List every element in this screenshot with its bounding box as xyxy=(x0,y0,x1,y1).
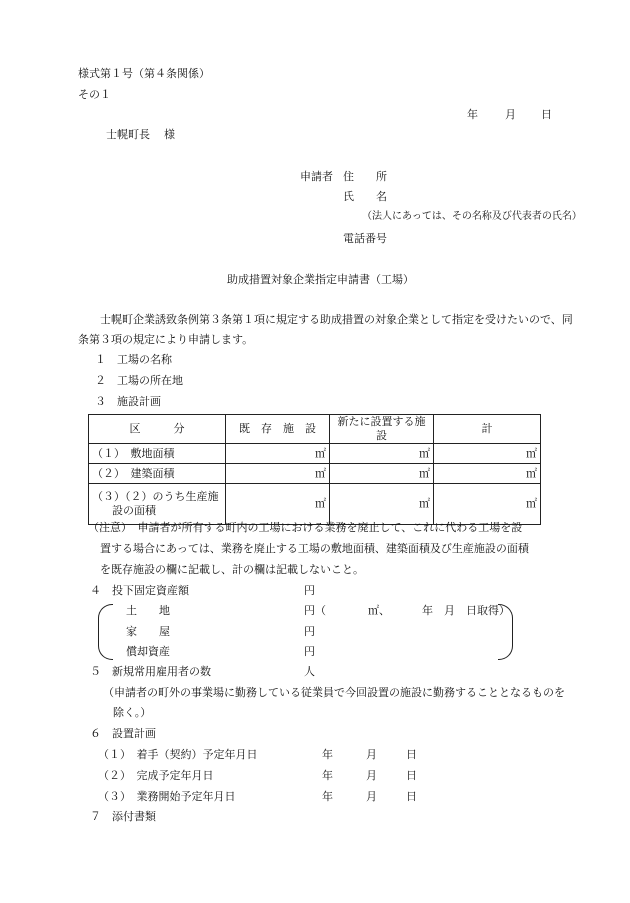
attachments-title: ７ 添付書類 xyxy=(90,810,156,823)
installation-operation-month: 月 xyxy=(366,790,377,803)
date-month: 月 xyxy=(505,108,516,121)
production-area-label-line2: 設の面積 xyxy=(112,504,156,517)
building-area-total: ㎡ xyxy=(434,464,541,484)
building-area-new: ㎡ xyxy=(330,464,434,484)
item-factory-location: ２ 工場の所在地 xyxy=(95,374,183,387)
page-title: 助成措置対象企業指定申請書（工場） xyxy=(227,273,414,286)
building-area-existing: ㎡ xyxy=(226,464,330,484)
applicant-name: 氏 名 xyxy=(343,190,387,203)
land-unit: 円（ xyxy=(304,604,326,617)
installation-start-year: 年 xyxy=(322,748,333,761)
left-brace xyxy=(98,604,113,660)
table-row xyxy=(89,484,541,525)
land-sqm: ㎡、 xyxy=(368,604,390,617)
investment-title-unit: 円 xyxy=(304,584,315,597)
row-production-area-label xyxy=(89,484,226,525)
row-site-area-label: （１） 敷地面積 xyxy=(89,444,226,464)
building-unit: 円 xyxy=(304,625,315,638)
note-line2: 置する場合にあっては、業務を廃止する工場の敷地面積、建築面積及び生産施設の面積 xyxy=(100,542,529,555)
date-year: 年 xyxy=(467,108,478,121)
applicant-address: 住 所 xyxy=(343,170,387,183)
item-factory-name: １ 工場の名称 xyxy=(95,353,172,366)
installation-complete-month: 月 xyxy=(366,769,377,782)
site-area-new: ㎡ xyxy=(330,444,434,464)
note-line1: （注意） 申請者が所有する町内の工場における業務を廃止して、これに代わる工場を設 xyxy=(88,521,523,534)
form-number: 様式第１号（第４条関係） xyxy=(78,67,210,80)
installation-operation-day: 日 xyxy=(406,790,417,803)
applicant-corp-note: （法人にあっては、その名称及び代表者の氏名） xyxy=(362,211,582,222)
employees-title: ５ 新規常用雇用者の数 xyxy=(90,665,211,678)
production-area-new: ㎡ xyxy=(330,484,434,525)
employees-note-line2: 除く。） xyxy=(113,706,152,719)
row-building-area-label: （２） 建築面積 xyxy=(89,464,226,484)
depreciable-unit: 円 xyxy=(304,645,315,658)
addressee-name: 士幌町長 xyxy=(106,128,150,141)
header-category: 区 分 xyxy=(89,415,226,444)
applicant-label: 申請者 xyxy=(300,170,333,183)
production-area-total: ㎡ xyxy=(434,484,541,525)
facility-table xyxy=(88,414,541,525)
date-day: 日 xyxy=(541,108,552,121)
depreciable-label: 償却資産 xyxy=(126,645,170,658)
installation-complete-day: 日 xyxy=(406,769,417,782)
applicant-phone: 電話番号 xyxy=(343,232,387,245)
header-existing: 既 存 施 設 xyxy=(226,415,330,444)
installation-title: ６ 設置計画 xyxy=(90,727,156,740)
investment-title: ４ 投下固定資産額 xyxy=(90,584,189,597)
header-new: 新たに設置する施設 xyxy=(330,415,434,444)
production-area-existing: ㎡ xyxy=(226,484,330,525)
item-facility-plan: ３ 施設計画 xyxy=(95,395,161,408)
employees-note-line1: （申請者の町外の事業場に勤務している従業員で今回設置の施設に勤務することとなるものを xyxy=(103,686,565,699)
site-area-total: ㎡ xyxy=(434,444,541,464)
note-line3: を既存施設の欄に記載し、計の欄は記載しないこと。 xyxy=(100,563,364,576)
land-acquired-date: 年 月 日取得） xyxy=(422,604,510,617)
installation-complete-label: （２） 完成予定年月日 xyxy=(98,769,214,782)
sono-label: その１ xyxy=(78,88,111,101)
table-row xyxy=(89,464,541,484)
addressee-honorific: 様 xyxy=(164,128,175,141)
table-row xyxy=(89,444,541,464)
site-area-existing: ㎡ xyxy=(226,444,330,464)
installation-start-day: 日 xyxy=(406,748,417,761)
building-label: 家 屋 xyxy=(126,625,170,638)
intro-line1: 士幌町企業誘致条例第３条第１項に規定する助成措置の対象企業として指定を受けたいので、同 xyxy=(100,313,573,326)
table-header-row xyxy=(89,415,541,444)
production-area-label-line1: （３）（２）のうち生産施 xyxy=(92,490,219,503)
land-label: 土 地 xyxy=(126,604,170,617)
header-total: 計 xyxy=(434,415,541,444)
installation-operation-label: （３） 業務開始予定年月日 xyxy=(98,790,236,803)
installation-start-month: 月 xyxy=(366,748,377,761)
installation-complete-year: 年 xyxy=(322,769,333,782)
installation-start-label: （１） 着手（契約）予定年月日 xyxy=(98,748,258,761)
employees-unit: 人 xyxy=(304,665,315,678)
intro-line2: 条第３項の規定により申請します。 xyxy=(78,333,254,346)
installation-operation-year: 年 xyxy=(322,790,333,803)
